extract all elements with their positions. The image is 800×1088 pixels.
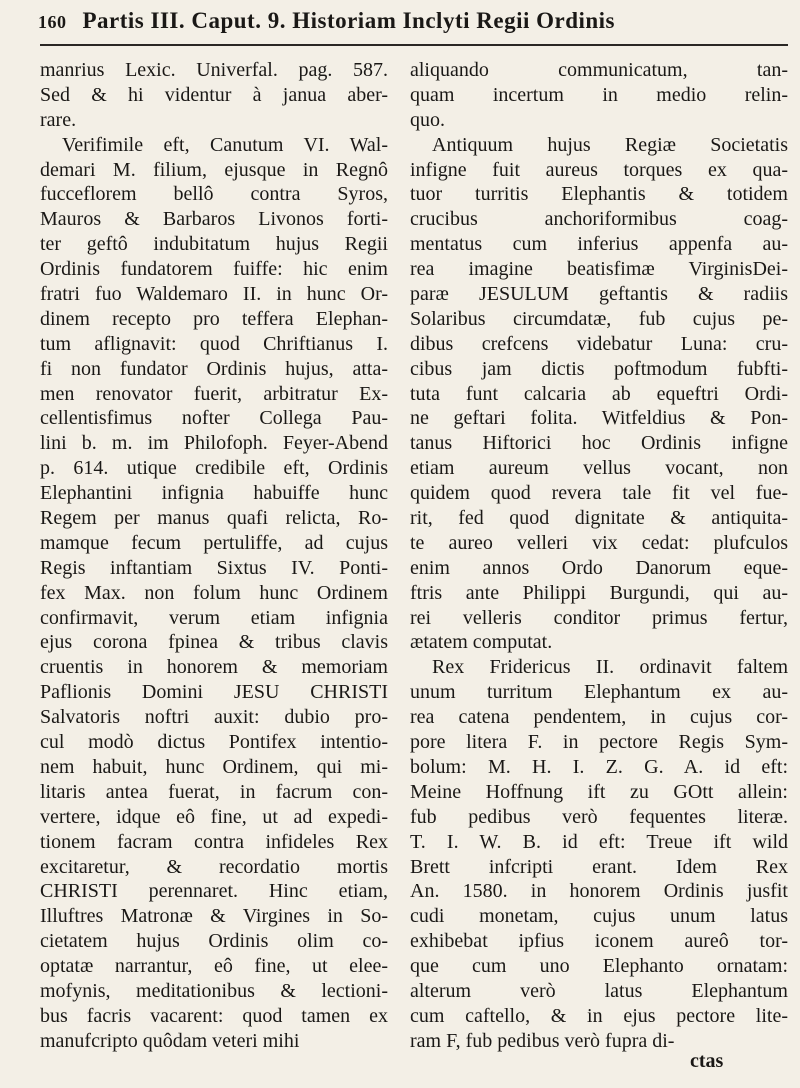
left-column xyxy=(40,58,388,1054)
right-text-line: bolum: M. H. I. Z. G. A. id eft: xyxy=(410,755,788,778)
left-text-line: fratri fuo Waldemaro II. in hunc Or- xyxy=(40,283,388,306)
right-text-line: ram F, fub pedibus verò fupra di- xyxy=(410,1029,675,1052)
left-text-line: fi non fundator Ordinis hujus, atta- xyxy=(40,357,388,380)
right-text-line: quo. xyxy=(410,108,445,131)
right-text-line: enim annos Ordo Danorum eque- xyxy=(410,556,788,579)
right-text-line: ftris ante Philippi Burgundi, qui au- xyxy=(410,581,788,604)
left-text-line: excitaretur, & recordatio mortis xyxy=(40,855,388,878)
page-number: 160 xyxy=(38,12,67,32)
right-text-line: mentatus cum inferius appenfa au- xyxy=(410,233,788,256)
right-text-line: rit, fed quod dignitate & antiquita- xyxy=(410,507,788,530)
left-text-line: vertere, idque eô fine, ut ad expedi- xyxy=(40,805,388,828)
left-text-line: Regis inftantiam Sixtus IV. Ponti- xyxy=(40,556,388,579)
left-text-line: dinem recepto pro teffera Elephan- xyxy=(40,307,388,330)
left-text-line: rare. xyxy=(40,108,77,131)
right-column xyxy=(410,58,788,1054)
right-text-line: T. I. W. B. id eft: Treue ift wild xyxy=(410,830,788,853)
left-text-line: optatæ narrantur, eô fine, ut elee- xyxy=(40,955,388,978)
left-text-line: ter geftô indubitatum hujus Regii xyxy=(40,233,388,256)
right-text-line: paræ JESULUM geftantis & radiis xyxy=(410,283,788,306)
right-text-line: te aureo velleri vix cedat: plufculos xyxy=(410,531,788,554)
left-text-line: bus facris vacarent: quod tamen ex xyxy=(40,1004,388,1027)
left-text-line: cellentisfimus nofter Collega Pau- xyxy=(40,407,388,430)
right-text-line: unum turritum Elephantum ex au- xyxy=(410,681,788,704)
left-text-line: ejus corona fpinea & tribus clavis xyxy=(40,631,388,654)
right-text-line: rea catena pendentem, in cujus cor- xyxy=(410,706,788,729)
right-text-line: ætatem computat. xyxy=(410,631,553,654)
left-text-line: Paflionis Domini JESU CHRISTI xyxy=(40,681,388,704)
right-text-line: rei velleris conditor primus fertur, xyxy=(410,606,788,629)
right-text-line: cibus jam dictis poftmodum fubfti- xyxy=(410,357,788,380)
left-text-line: cruentis in honorem & memoriam xyxy=(40,656,388,679)
right-text-line: cum caftello, & in ejus pectore lite- xyxy=(410,1004,788,1027)
right-text-line: rea imagine beatisfimæ VirginisDei- xyxy=(410,258,788,281)
left-text-line: Salvatoris noftri auxit: dubio pro- xyxy=(40,706,388,729)
left-text-line: tum aflignavit: quod Chriftianus I. xyxy=(40,332,388,355)
right-text-line: aliquando communicatum, tan- xyxy=(410,59,788,81)
right-text-line: ne geftari folita. Witfeldius & Pon- xyxy=(410,407,788,430)
left-text-line: mamque fecum pertuliffe, ad cujus xyxy=(40,531,388,554)
left-text-line: mofynis, meditationibus & lectioni- xyxy=(40,979,388,1002)
left-text-line: confirmavit, verum etiam infignia xyxy=(40,606,388,629)
left-text-line: Illuftres Matronæ & Virgines in So- xyxy=(40,905,388,928)
left-text-line: Regem per manus quafi relicta, Ro- xyxy=(40,507,388,530)
right-text-line: cudi monetam, cujus unum latus xyxy=(410,905,788,928)
right-text-line: tuta funt calcaria ab equeftri Ordi- xyxy=(410,382,788,405)
left-text-line: Verifimile eft, Canutum VI. Wal- xyxy=(62,133,388,156)
left-text-line: Sed & hi videntur à janua aber- xyxy=(40,83,388,106)
left-text-line: CHRISTI perennaret. Hinc etiam, xyxy=(40,880,388,903)
left-text-line: litaris antea fuerat, in facrum con- xyxy=(40,780,388,803)
right-text-line: alterum verò latus Elephantum xyxy=(410,979,788,1002)
right-text-line: Meine Hoffnung ift zu GOtt allein: xyxy=(410,780,788,803)
catchword: ctas xyxy=(690,1050,724,1072)
left-text-line: p. 614. utique credibile eft, Ordinis xyxy=(40,457,388,480)
right-text-line: dibus crefcens videbatur Luna: cru- xyxy=(410,332,788,355)
right-text-line: tuor turritis Elephantis & totidem xyxy=(410,183,788,206)
right-text-line: exhibebat ipfius iconem aureô tor- xyxy=(410,930,788,953)
right-text-line: crucibus anchoriformibus coag- xyxy=(410,208,788,231)
right-text-line: pore litera F. in pectore Regis Sym- xyxy=(410,731,788,754)
right-text-line: Brett infcripti erant. Idem Rex xyxy=(410,855,788,878)
left-text-line: Ordinis fundatorem fuiffe: hic enim xyxy=(40,258,388,281)
right-text-line: quidem quod revera tale fit vel fue- xyxy=(410,482,788,505)
right-text-line: que cum uno Elephanto ornatam: xyxy=(410,955,788,978)
left-text-line: lini b. m. im Philofoph. Feyer-Abend xyxy=(40,432,388,455)
right-text-line: etiam aureum vellus vocant, non xyxy=(410,457,788,480)
header-rule xyxy=(40,44,788,46)
right-text-line: Antiquum hujus Regiæ Societatis xyxy=(432,133,788,156)
right-text-line: An. 1580. in honorem Ordinis jusfit xyxy=(410,880,788,903)
left-text-line: Elephantini infignia habuiffe hunc xyxy=(40,482,388,505)
right-text-line: infigne fuit aureus torques ex qua- xyxy=(410,158,788,181)
left-text-line: fex Max. non folum hunc Ordinem xyxy=(40,581,388,604)
left-text-line: tionem facram contra infideles Rex xyxy=(40,830,388,853)
right-text-line: Rex Fridericus II. ordinavit faltem xyxy=(432,656,788,679)
right-text-line: tanus Hiftorici hoc Ordinis infigne xyxy=(410,432,788,455)
header-title: Partis III. Caput. 9. Historiam Inclyti Regii Ordinis xyxy=(82,8,616,33)
left-text-line: cul modò dictus Pontifex intentio- xyxy=(40,731,388,754)
left-text-line: cietatem hujus Ordinis olim co- xyxy=(40,930,388,953)
left-text-line: Mauros & Barbaros Livonos forti- xyxy=(40,208,388,231)
running-head xyxy=(38,8,798,48)
left-text-line: fucceflorem bellô contra Syros, xyxy=(40,183,388,206)
left-text-line: demari M. filium, ejusque in Regnô xyxy=(40,158,388,181)
left-text-line: nem habuit, hunc Ordinem, qui mi- xyxy=(40,755,388,778)
right-text-line: Solaribus circumdatæ, fub cujus pe- xyxy=(410,307,788,330)
left-text-line: men renovator fuerit, arbitratur Ex- xyxy=(40,382,388,405)
right-text-line: fub pedibus verò fequentes literæ. xyxy=(410,805,788,828)
left-text-line: manufcripto quôdam veteri mihi xyxy=(40,1029,300,1052)
right-text-line: quam incertum in medio relin- xyxy=(410,83,788,106)
left-text-line: manrius Lexic. Univerfal. pag. 587. xyxy=(40,59,388,81)
